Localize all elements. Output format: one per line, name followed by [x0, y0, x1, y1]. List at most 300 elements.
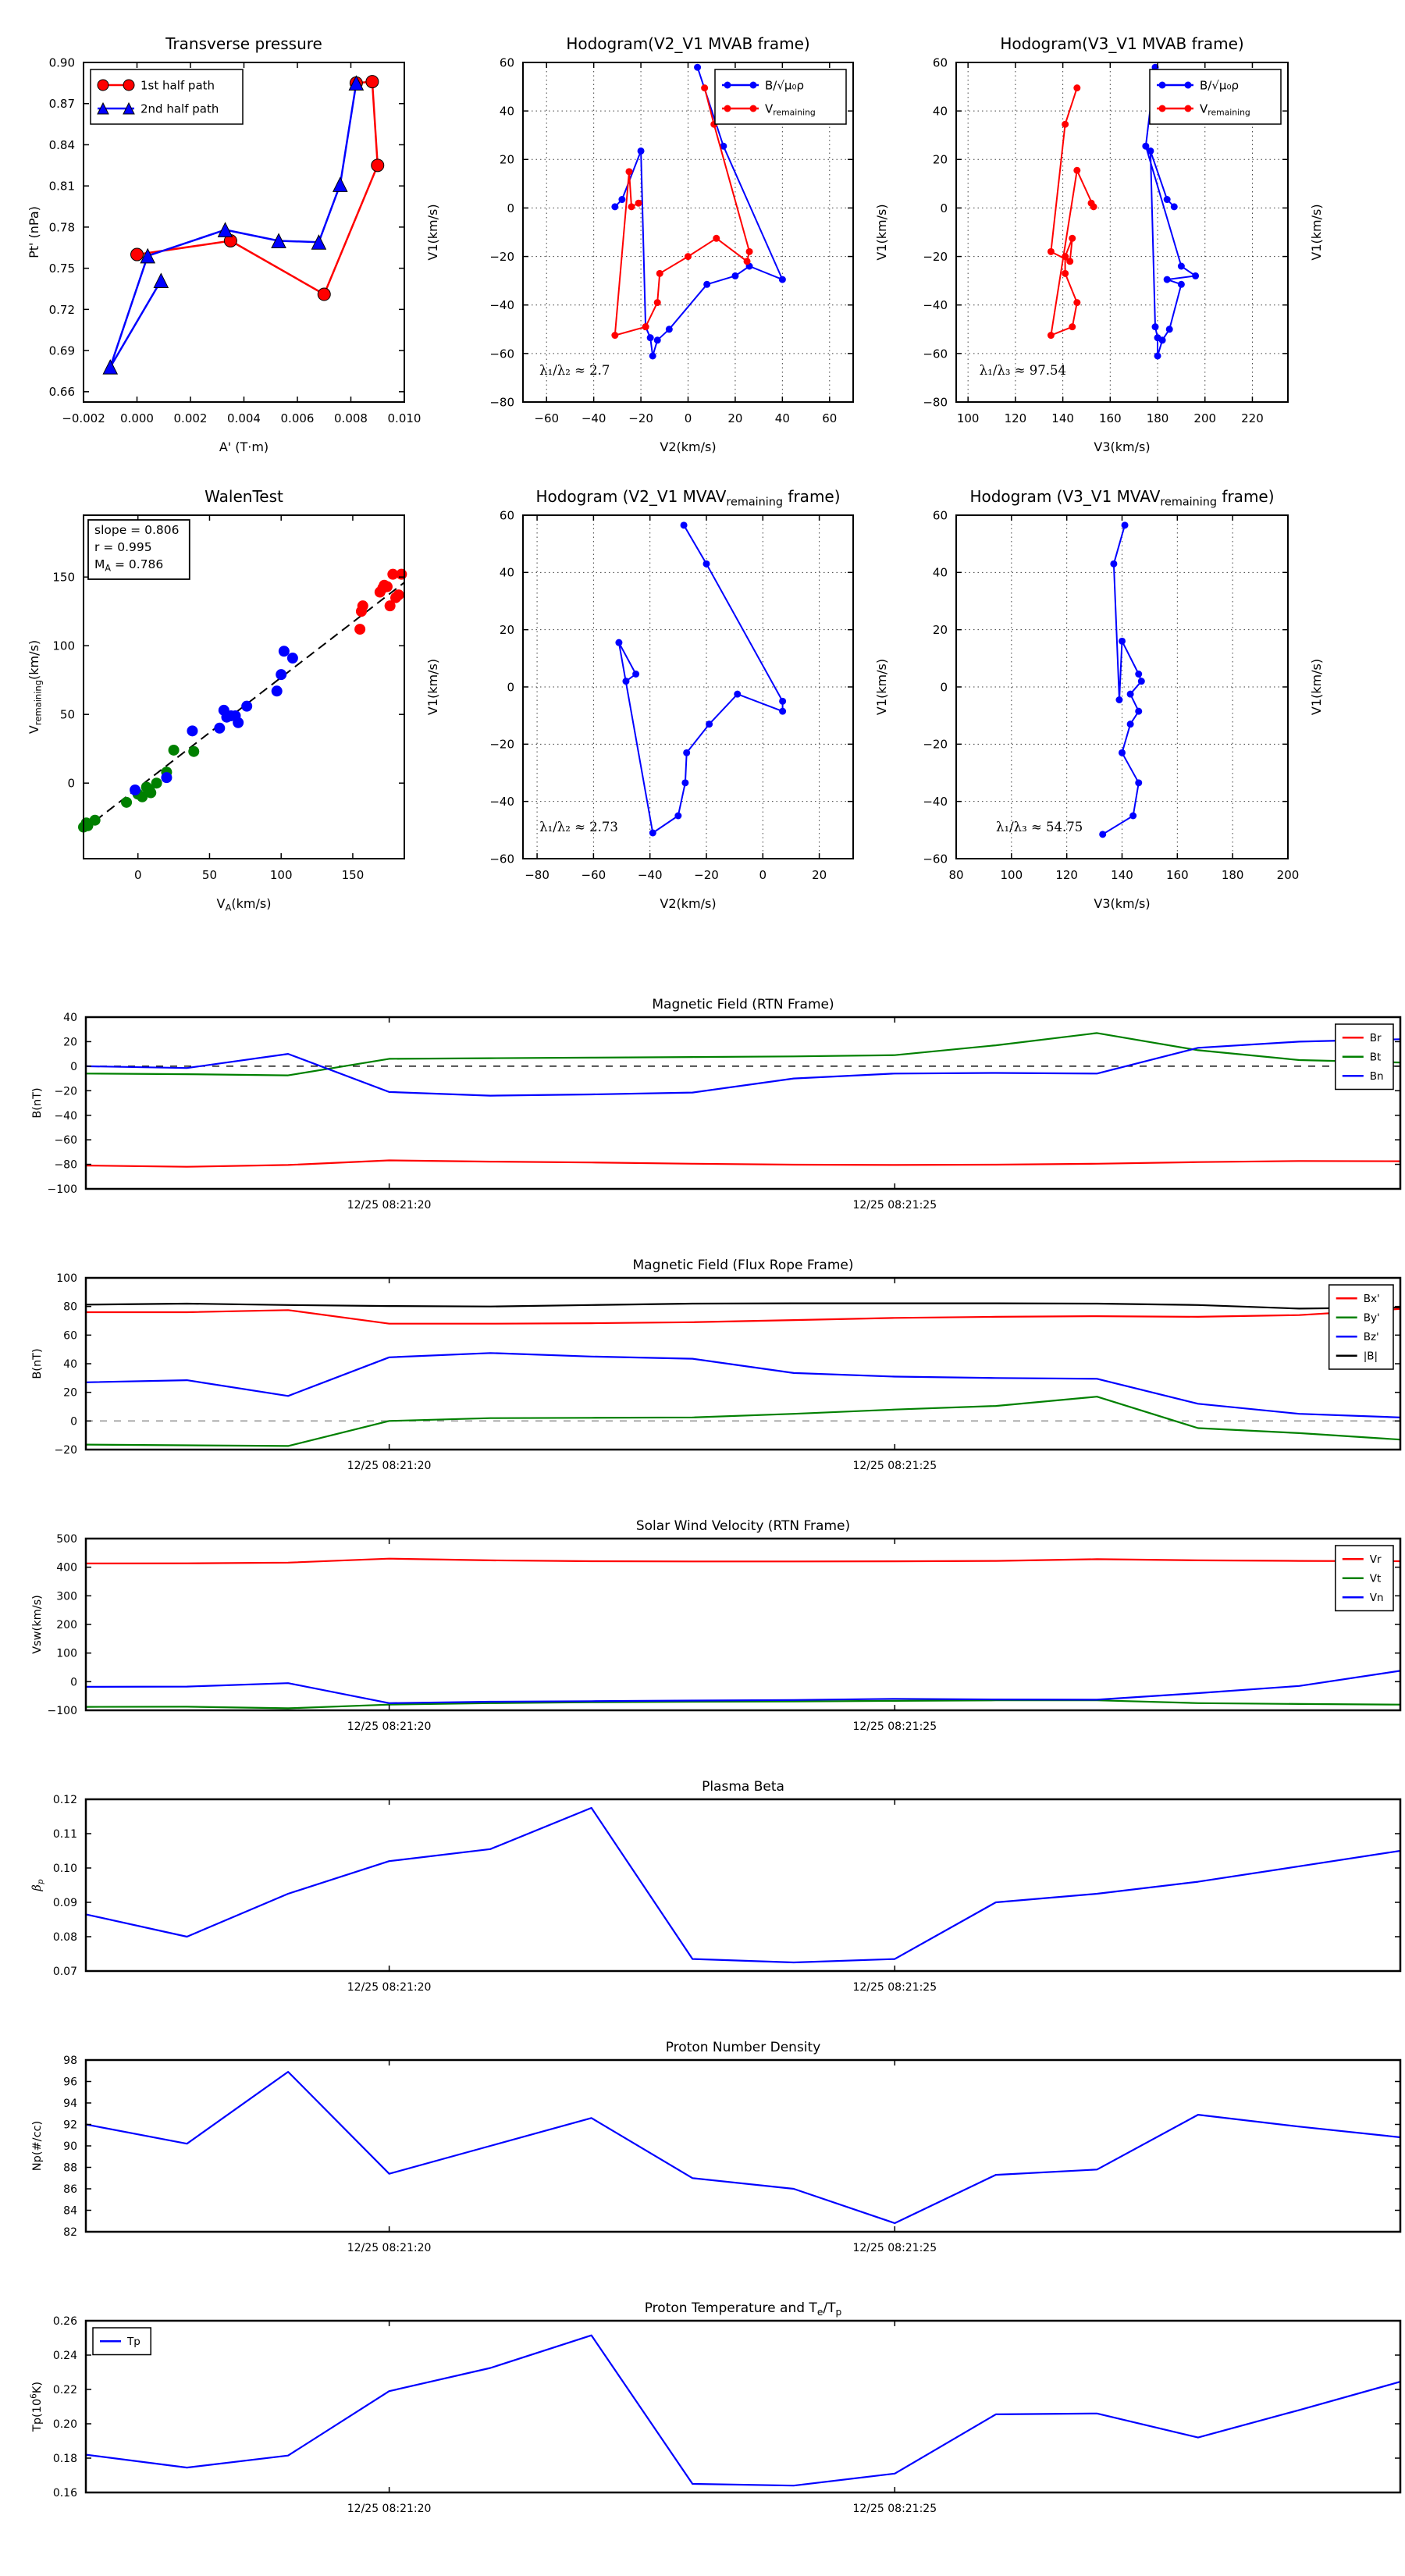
series-beta-p: [86, 1808, 1400, 1962]
chart-hodogram-v2v1-mvav: [489, 487, 889, 911]
legend-label: B/√μ₀ρ: [765, 78, 804, 93]
data-point-marker: [1164, 196, 1171, 203]
y-axis-label: $V_{remaining}(km/s)$: [27, 639, 44, 735]
y-axis-label: B(nT): [31, 1087, 44, 1119]
y-tick-label: 40: [932, 565, 948, 580]
chart-proton-number-density: [31, 2040, 1400, 2254]
circle-marker: [318, 288, 330, 301]
x-tick-label: 60: [822, 411, 838, 425]
y-tick-label: 40: [63, 1012, 77, 1025]
y-tick-label: 60: [63, 1329, 77, 1343]
data-point-marker: [611, 332, 618, 339]
x-tick-label: 40: [774, 411, 790, 425]
y-tick-label: −100: [47, 1183, 77, 1197]
y-tick-label: 0.20: [52, 2418, 77, 2432]
y-tick-label: 0: [70, 1415, 77, 1429]
series-Tp: [86, 2336, 1400, 2486]
data-point-marker: [287, 653, 298, 664]
chart-title: Proton Number Density: [665, 2040, 821, 2055]
y-tick-label: 0.90: [48, 55, 75, 70]
data-point-marker: [214, 723, 225, 734]
triangle-marker: [154, 273, 168, 287]
data-point-marker: [1115, 696, 1122, 703]
y-tick-label: 60: [932, 508, 948, 523]
data-point-marker: [161, 772, 172, 783]
y-tick-label: 200: [56, 1619, 77, 1632]
x-tick-label: 120: [1004, 411, 1027, 425]
legend-label: Bn: [1369, 1070, 1384, 1083]
data-point-marker: [750, 82, 757, 89]
y-tick-label: −20: [923, 249, 948, 264]
series-line: [86, 1161, 1400, 1167]
data-point-marker: [779, 698, 786, 705]
y-axis-label-right: V1(km/s): [874, 204, 889, 261]
y-axis-label-right: V1(km/s): [425, 658, 440, 716]
chart-title: Hodogram (V2_V1 $MVAV_{remaining}$ frame): [535, 487, 841, 509]
series-scatter-blue: [130, 646, 298, 795]
legend-label: 1st half path: [140, 78, 215, 93]
triangle-marker: [219, 222, 233, 237]
x-tick-label: −80: [525, 868, 550, 882]
x-tick-label: 12/25 08:21:20: [347, 2242, 432, 2254]
y-tick-label: −20: [923, 737, 948, 752]
data-point-marker: [681, 779, 688, 786]
x-tick-label: 12/25 08:21:25: [852, 2242, 937, 2254]
y-tick-label: −80: [923, 395, 948, 410]
y-tick-label: 80: [63, 1300, 77, 1314]
x-tick-label: 180: [1221, 868, 1244, 882]
data-point-marker: [1122, 521, 1129, 528]
y-tick-label: −60: [489, 347, 514, 361]
y-tick-label: −20: [54, 1444, 77, 1457]
data-point-marker: [734, 691, 741, 698]
circle-marker: [98, 80, 108, 91]
circle-marker: [123, 80, 134, 91]
x-tick-label: 12/25 08:21:25: [852, 1720, 937, 1733]
x-tick-label: −40: [637, 868, 663, 882]
triangle-marker: [103, 360, 117, 374]
data-point-marker: [703, 560, 710, 568]
data-point-marker: [1069, 235, 1076, 242]
legend: [1329, 1285, 1393, 1369]
y-tick-label: 60: [932, 55, 948, 70]
data-point-marker: [1154, 352, 1161, 359]
x-axis-label: A' (T·m): [219, 439, 269, 454]
y-tick-label: −60: [923, 852, 948, 866]
y-tick-label: 0.12: [52, 1794, 77, 1807]
data-point-marker: [1062, 121, 1069, 128]
data-point-marker: [130, 785, 140, 795]
y-tick-label: 0.18: [52, 2453, 77, 2466]
data-point-marker: [382, 582, 393, 592]
data-point-marker: [1048, 332, 1055, 339]
data-point-marker: [1119, 638, 1126, 645]
data-point-marker: [685, 253, 692, 260]
y-tick-label: 0.11: [52, 1828, 77, 1841]
y-tick-label: −60: [923, 347, 948, 361]
x-tick-label: 12/25 08:21:20: [347, 1981, 432, 1994]
data-point-marker: [1069, 323, 1076, 330]
y-tick-label: 40: [499, 565, 514, 580]
data-point-marker: [1178, 263, 1185, 270]
y-tick-label: 0: [70, 1676, 77, 1689]
data-point-marker: [187, 725, 197, 736]
legend-label: $V_{remaining}$: [765, 101, 816, 118]
y-tick-label: −40: [489, 298, 514, 313]
y-tick-label: 100: [52, 639, 75, 653]
y-tick-label: 0.78: [48, 220, 75, 235]
chart-title: Plasma Beta: [702, 1779, 784, 1795]
stats-line: r = 0.995: [94, 540, 152, 554]
y-tick-label: −20: [54, 1085, 77, 1098]
data-point-marker: [1159, 82, 1166, 89]
series-Np: [86, 2072, 1400, 2223]
x-tick-label: 50: [201, 868, 218, 882]
y-tick-label: 40: [63, 1358, 77, 1372]
series-line: [86, 2072, 1400, 2223]
data-point-marker: [169, 745, 180, 756]
legend-label: Br: [1369, 1032, 1382, 1045]
legend: [1150, 69, 1281, 124]
data-point-marker: [1099, 831, 1106, 838]
data-point-marker: [622, 678, 629, 685]
y-axis-label: $\beta_p$: [31, 1879, 46, 1891]
x-tick-label: 12/25 08:21:25: [852, 1460, 937, 1472]
data-point-marker: [1185, 105, 1192, 112]
y-axis-label: Np(#/cc): [31, 2120, 44, 2172]
y-axis-label: Pt' (nPa): [27, 206, 41, 258]
y-tick-label: −60: [489, 852, 514, 866]
data-point-marker: [1062, 270, 1069, 277]
y-tick-label: 0.16: [52, 2487, 77, 2500]
y-tick-label: 150: [52, 570, 75, 585]
chart-solar-wind-velocity: [31, 1518, 1400, 1733]
x-tick-label: 150: [341, 868, 365, 882]
x-tick-label: 20: [727, 411, 743, 425]
data-point-marker: [649, 352, 656, 359]
x-tick-label: −60: [534, 411, 560, 425]
y-tick-label: 0: [507, 680, 514, 695]
chart-title: Hodogram (V3_V1 $MVAV_{remaining}$ frame): [969, 487, 1275, 509]
data-point-marker: [1178, 281, 1185, 288]
stats-textbox: [88, 520, 190, 579]
chart-title: WalenTest: [205, 487, 283, 506]
series-line: [86, 1559, 1400, 1564]
x-tick-label: 180: [1146, 411, 1169, 425]
y-tick-label: −40: [54, 1109, 77, 1123]
x-tick-label: 200: [1276, 868, 1300, 882]
chart-title: Solar Wind Velocity (RTN Frame): [635, 1518, 851, 1534]
y-tick-label: 98: [63, 2055, 77, 2068]
y-tick-label: 0.72: [48, 302, 75, 317]
y-axis-label: B(nT): [31, 1348, 44, 1379]
x-tick-label: 160: [1099, 411, 1122, 425]
data-point-marker: [611, 203, 618, 210]
y-tick-label: 20: [932, 152, 948, 167]
data-point-marker: [357, 600, 368, 611]
series-V-remaining-hodogram: [615, 521, 786, 836]
chart-proton-temperature: [29, 2300, 1400, 2515]
axes-frame: [523, 515, 853, 859]
data-point-marker: [145, 788, 156, 799]
legend-label: Vt: [1369, 1572, 1382, 1585]
y-tick-label: 0.84: [48, 137, 75, 152]
legend-label: B/√μ₀ρ: [1200, 78, 1239, 93]
data-point-marker: [188, 746, 199, 757]
data-point-marker: [276, 669, 286, 680]
series-Br: [86, 1161, 1400, 1167]
y-tick-label: 0.22: [52, 2384, 77, 2397]
y-axis-label-right: V1(km/s): [425, 204, 440, 261]
y-tick-label: 0: [70, 1060, 77, 1073]
x-tick-label: 12/25 08:21:20: [347, 2503, 432, 2515]
legend: [1336, 1546, 1393, 1611]
series-V-remaining-hodogram: [1048, 84, 1097, 339]
data-point-marker: [750, 105, 757, 112]
data-point-marker: [151, 777, 162, 788]
y-tick-label: 100: [56, 1647, 77, 1660]
data-point-marker: [1166, 326, 1173, 333]
x-tick-label: 12/25 08:21:25: [852, 1981, 937, 1994]
series-line: [86, 2336, 1400, 2486]
x-tick-label: 20: [812, 868, 827, 882]
y-tick-label: 50: [59, 707, 75, 722]
data-point-marker: [642, 323, 649, 330]
x-tick-label: 12/25 08:21:20: [347, 1199, 432, 1212]
data-point-marker: [694, 64, 701, 71]
axes-frame: [86, 1539, 1400, 1710]
chart-title: Transverse pressure: [165, 34, 322, 53]
x-tick-label: 12/25 08:21:25: [852, 2503, 937, 2515]
y-tick-label: 400: [56, 1561, 77, 1574]
y-axis-label-right: V1(km/s): [1309, 658, 1324, 716]
series-line: [110, 83, 356, 367]
data-point-marker: [1135, 779, 1142, 786]
x-tick-label: 220: [1241, 411, 1264, 425]
y-tick-label: −20: [489, 249, 514, 264]
data-point-marker: [233, 717, 244, 728]
data-point-marker: [618, 196, 625, 203]
series-Bz-prime: [86, 1353, 1400, 1418]
y-axis-label-right: V1(km/s): [874, 658, 889, 716]
x-tick-label: 12/25 08:21:20: [347, 1460, 432, 1472]
y-axis-label: Vsw(km/s): [31, 1595, 44, 1654]
data-point-marker: [1135, 671, 1142, 678]
series-line: [615, 88, 749, 336]
x-axis-label: V3(km/s): [1094, 439, 1151, 454]
x-tick-label: 120: [1055, 868, 1078, 882]
y-tick-label: 0.75: [48, 262, 75, 276]
data-point-marker: [706, 720, 713, 728]
data-point-marker: [656, 270, 663, 277]
y-tick-label: 20: [499, 623, 514, 638]
chart-hodogram-v2v1-mvab: [489, 34, 889, 454]
y-tick-label: 0.07: [52, 1966, 77, 1979]
data-point-marker: [1138, 678, 1145, 685]
legend-label: $V_{remaining}$: [1200, 101, 1250, 118]
data-point-marker: [654, 336, 661, 343]
chart-walen-test: [27, 487, 440, 913]
data-point-marker: [1062, 253, 1069, 260]
series-line: [86, 1353, 1400, 1418]
series-Vn: [86, 1670, 1400, 1703]
data-point-marker: [1073, 299, 1080, 306]
y-axis-label: $Tp(10^6K)$: [29, 2382, 44, 2432]
y-tick-label: 60: [499, 508, 514, 523]
y-tick-label: −100: [47, 1705, 77, 1718]
data-point-marker: [1088, 200, 1095, 207]
chart-title: Hodogram(V3_V1 MVAB frame): [1000, 34, 1244, 53]
series-line: [86, 1670, 1400, 1703]
y-tick-label: 20: [932, 623, 948, 638]
data-point-marker: [1119, 749, 1126, 756]
data-point-marker: [1127, 691, 1134, 698]
data-point-marker: [683, 749, 690, 756]
data-point-marker: [1152, 323, 1159, 330]
legend: [715, 69, 846, 124]
y-tick-label: 0.81: [48, 179, 75, 194]
x-tick-label: −20: [628, 411, 653, 425]
y-tick-label: −20: [489, 737, 514, 752]
y-tick-label: 40: [499, 104, 514, 119]
data-point-marker: [647, 334, 654, 341]
legend-label: Bt: [1369, 1051, 1382, 1064]
data-point-marker: [1164, 276, 1171, 283]
y-tick-label: 300: [56, 1590, 77, 1603]
data-point-marker: [272, 685, 283, 696]
data-point-marker: [632, 671, 639, 678]
x-axis-label: V2(km/s): [660, 896, 717, 911]
x-tick-label: 160: [1166, 868, 1189, 882]
stats-line: slope = 0.806: [94, 523, 180, 537]
y-tick-label: −40: [489, 795, 514, 809]
chart-title: Magnetic Field (RTN Frame): [652, 997, 834, 1012]
data-point-marker: [1159, 336, 1166, 343]
series-B-magnitude: [86, 1304, 1400, 1309]
y-tick-label: 0.26: [52, 2315, 77, 2329]
y-tick-label: −60: [54, 1134, 77, 1147]
legend-label: Tp: [127, 2336, 140, 2349]
data-point-marker: [1135, 708, 1142, 715]
series-Bx-prime: [86, 1309, 1400, 1324]
stats-line: $M_A = 0.786$: [94, 557, 164, 574]
legend-label: 2nd half path: [140, 101, 219, 116]
data-point-marker: [674, 813, 681, 820]
data-point-marker: [1192, 272, 1199, 279]
data-point-marker: [681, 521, 688, 528]
x-tick-label: 0.008: [334, 411, 368, 425]
data-point-marker: [724, 82, 731, 89]
y-tick-label: 0.10: [52, 1863, 77, 1876]
y-tick-label: 86: [63, 2183, 77, 2197]
y-tick-label: 0.24: [52, 2350, 77, 2363]
data-point-marker: [354, 624, 365, 635]
y-tick-label: 0: [507, 201, 514, 215]
legend: [91, 69, 243, 124]
lambda-ratio-annotation: λ₁/λ₃ ≈ 54.75: [996, 819, 1083, 834]
x-tick-label: 0.000: [120, 411, 154, 425]
series-Bn: [86, 1039, 1400, 1095]
legend-label: By': [1363, 1311, 1380, 1325]
chart-transverse-pressure: [27, 34, 440, 454]
y-tick-label: 0: [940, 680, 948, 695]
lambda-ratio-annotation: λ₁/λ₃ ≈ 97.54: [979, 363, 1067, 379]
series-line: [1051, 88, 1094, 336]
data-point-marker: [701, 84, 708, 91]
series-line: [86, 1808, 1400, 1962]
y-tick-label: 100: [56, 1272, 77, 1286]
y-tick-label: −40: [923, 795, 948, 809]
x-tick-label: 0.004: [227, 411, 261, 425]
x-tick-label: 12/25 08:21:20: [347, 1720, 432, 1733]
data-point-marker: [1073, 84, 1080, 91]
y-tick-label: 0.08: [52, 1931, 77, 1944]
x-tick-label: 100: [269, 868, 293, 882]
axes-frame: [86, 1799, 1400, 1971]
y-tick-label: 20: [63, 1386, 77, 1400]
y-tick-label: 500: [56, 1533, 77, 1546]
legend-label: Vn: [1369, 1592, 1384, 1605]
x-tick-label: 0.002: [173, 411, 208, 425]
series-line: [86, 1039, 1400, 1095]
data-point-marker: [1159, 105, 1166, 112]
x-tick-label: −0.002: [62, 411, 105, 425]
series-Vr: [86, 1559, 1400, 1564]
x-tick-label: −40: [581, 411, 606, 425]
data-point-marker: [666, 326, 673, 333]
data-point-marker: [713, 235, 720, 242]
x-tick-label: 80: [948, 868, 964, 882]
axes-frame: [86, 2060, 1400, 2232]
x-tick-label: −20: [694, 868, 719, 882]
chart-title: Magnetic Field (Flux Rope Frame): [632, 1258, 854, 1273]
data-point-marker: [779, 708, 786, 715]
series-line: [619, 525, 783, 833]
data-point-marker: [724, 105, 731, 112]
x-tick-label: 0: [133, 868, 142, 882]
chart-title: Hodogram(V2_V1 MVAB frame): [566, 34, 810, 53]
data-point-marker: [1110, 560, 1117, 568]
data-point-marker: [638, 148, 645, 155]
legend-label: Vr: [1369, 1553, 1382, 1567]
legend: [1336, 1024, 1393, 1090]
data-point-marker: [1185, 82, 1192, 89]
x-tick-label: 140: [1051, 411, 1074, 425]
triangle-marker: [333, 177, 347, 191]
y-tick-label: 0.09: [52, 1897, 77, 1910]
circle-marker: [366, 76, 379, 88]
data-point-marker: [635, 200, 642, 207]
legend-label: |B|: [1363, 1350, 1378, 1363]
y-tick-label: −80: [54, 1158, 77, 1172]
data-point-marker: [241, 701, 252, 712]
chart-magnetic-field-rtn: [31, 997, 1400, 1212]
legend: [93, 2328, 151, 2355]
x-tick-label: 100: [956, 411, 980, 425]
series-line: [86, 1700, 1400, 1708]
data-point-marker: [396, 569, 407, 580]
axes-frame: [86, 2321, 1400, 2492]
x-tick-label: 100: [1000, 868, 1023, 882]
y-tick-label: 0.69: [48, 343, 75, 358]
y-axis-label-right: V1(km/s): [1309, 204, 1324, 261]
y-tick-label: 94: [63, 2097, 77, 2111]
x-tick-label: 0.006: [280, 411, 315, 425]
y-tick-label: 20: [63, 1036, 77, 1049]
y-tick-label: 82: [63, 2226, 77, 2240]
y-tick-label: 0: [67, 776, 75, 791]
series-line: [86, 1309, 1400, 1324]
